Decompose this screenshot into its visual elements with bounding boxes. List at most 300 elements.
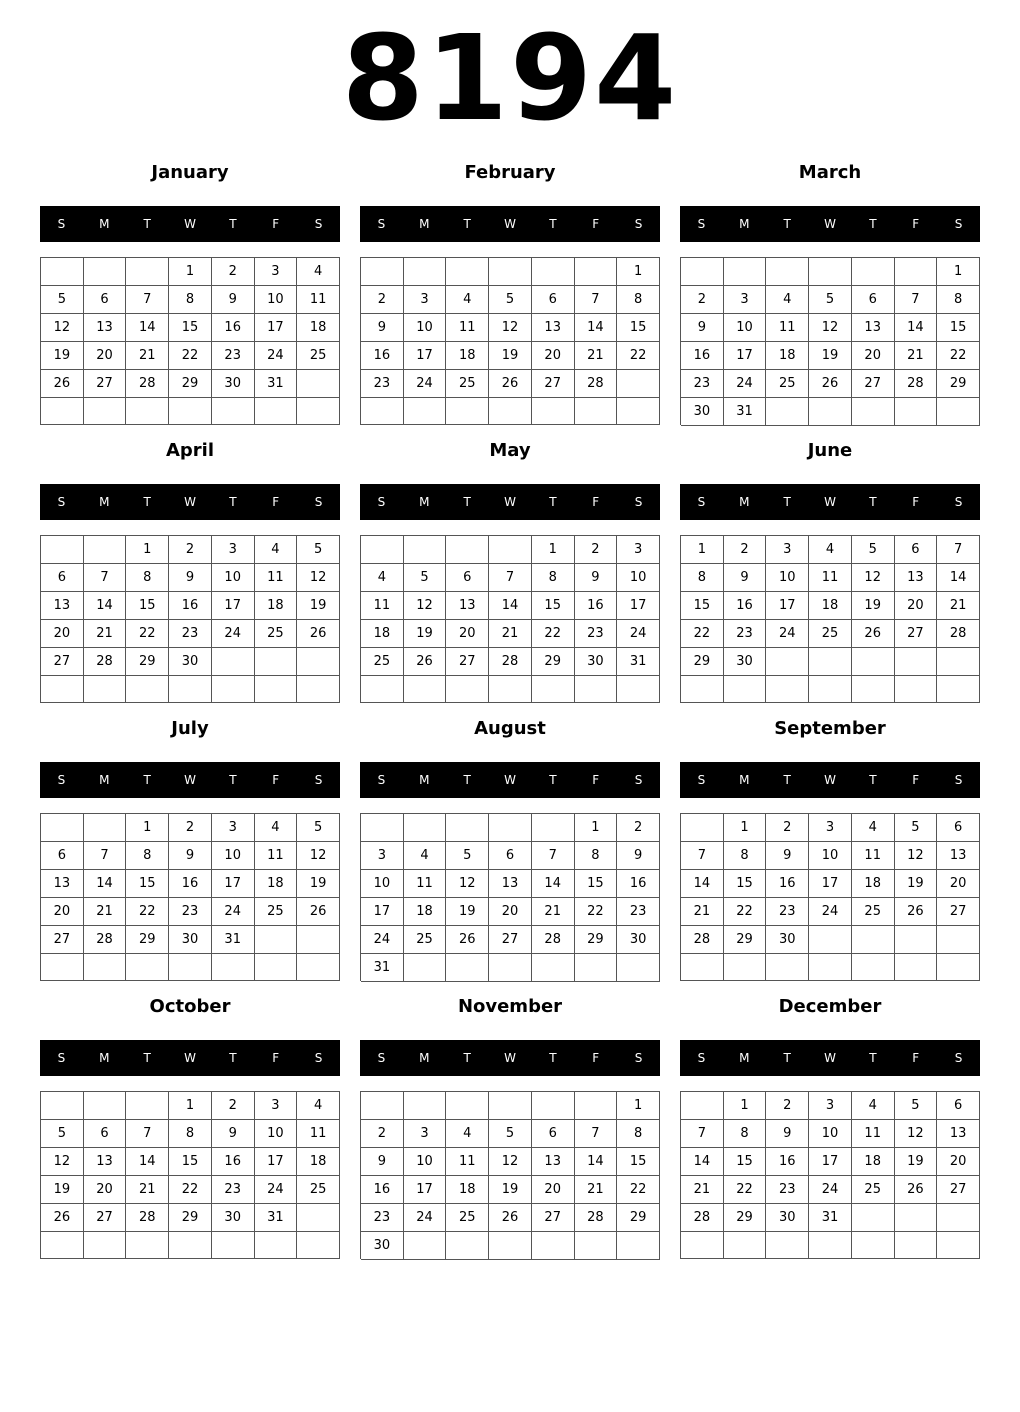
day-cell: 20: [532, 1176, 575, 1204]
day-cell: 18: [361, 620, 404, 648]
day-cell: 1: [724, 1092, 767, 1120]
day-cell: 15: [617, 314, 660, 342]
day-cell: 4: [297, 1092, 340, 1120]
day-cell: 3: [361, 842, 404, 870]
day-cell: 19: [446, 898, 489, 926]
weekday-header: [40, 1040, 340, 1076]
day-cell: 17: [212, 592, 255, 620]
empty-cell: [446, 1232, 489, 1260]
day-cell: 3: [212, 814, 255, 842]
day-cell: 18: [255, 592, 298, 620]
day-cell: 16: [169, 592, 212, 620]
weekday-label: S: [697, 773, 706, 787]
day-cell: 20: [41, 620, 84, 648]
empty-cell: [617, 398, 660, 425]
day-cell: 29: [724, 1204, 767, 1232]
day-cell: 12: [852, 564, 895, 592]
weekday-label: W: [824, 773, 836, 787]
empty-cell: [41, 1092, 84, 1120]
empty-cell: [84, 954, 127, 981]
empty-cell: [126, 398, 169, 425]
empty-cell: [766, 398, 809, 426]
day-cell: 2: [169, 536, 212, 564]
day-cell: 8: [724, 1120, 767, 1148]
day-cell: 13: [446, 592, 489, 620]
day-cell: 20: [532, 342, 575, 370]
day-cell: 2: [212, 258, 255, 286]
day-cell: 6: [852, 286, 895, 314]
empty-cell: [489, 258, 532, 286]
weekday-label: F: [272, 1051, 280, 1065]
day-cell: 25: [852, 1176, 895, 1204]
day-cell: 25: [404, 926, 447, 954]
day-cell: 29: [169, 1204, 212, 1232]
day-cell: 22: [169, 342, 212, 370]
day-cell: 20: [852, 342, 895, 370]
day-cell: 12: [297, 842, 340, 870]
day-cell: 12: [41, 1148, 84, 1176]
empty-cell: [446, 1092, 489, 1120]
day-cell: 15: [724, 1148, 767, 1176]
day-grid: [680, 535, 980, 703]
empty-cell: [809, 676, 852, 703]
day-cell: 16: [724, 592, 767, 620]
day-cell: 29: [126, 648, 169, 676]
day-cell: 14: [937, 564, 980, 592]
weekday-header: [360, 484, 660, 520]
day-cell: 18: [446, 1176, 489, 1204]
day-cell: 30: [724, 648, 767, 676]
day-cell: 27: [84, 1204, 127, 1232]
day-cell: 21: [937, 592, 980, 620]
weekday-label: F: [592, 495, 600, 509]
day-cell: 19: [895, 1148, 938, 1176]
day-cell: 15: [575, 870, 618, 898]
empty-cell: [446, 536, 489, 564]
day-grid: [360, 535, 660, 703]
weekday-label: T: [549, 217, 557, 231]
day-cell: 26: [809, 370, 852, 398]
day-grid: [40, 1091, 340, 1259]
weekday-label: T: [549, 773, 557, 787]
day-cell: 13: [489, 870, 532, 898]
weekday-label: T: [463, 495, 471, 509]
day-cell: 23: [681, 370, 724, 398]
empty-cell: [446, 258, 489, 286]
empty-cell: [297, 370, 340, 398]
day-cell: 25: [297, 342, 340, 370]
month-title: April: [165, 440, 215, 461]
empty-cell: [766, 1232, 809, 1259]
weekday-label: T: [463, 1051, 471, 1065]
weekday-label: T: [143, 773, 151, 787]
empty-cell: [895, 648, 938, 676]
day-cell: 1: [575, 814, 618, 842]
month-title: June: [807, 440, 853, 461]
empty-cell: [852, 1232, 895, 1259]
weekday-label: T: [143, 1051, 151, 1065]
day-cell: 2: [681, 286, 724, 314]
weekday-header: [40, 762, 340, 798]
day-cell: 20: [84, 1176, 127, 1204]
day-cell: 4: [446, 286, 489, 314]
day-cell: 8: [724, 842, 767, 870]
day-cell: 26: [404, 648, 447, 676]
day-cell: 5: [852, 536, 895, 564]
empty-cell: [895, 398, 938, 426]
day-cell: 14: [895, 314, 938, 342]
day-cell: 3: [617, 536, 660, 564]
weekday-label: W: [504, 495, 516, 509]
weekday-label: S: [57, 495, 66, 509]
empty-cell: [169, 1232, 212, 1259]
day-cell: 25: [852, 898, 895, 926]
day-cell: 21: [84, 620, 127, 648]
day-cell: 27: [532, 1204, 575, 1232]
day-cell: 16: [617, 870, 660, 898]
day-cell: 25: [446, 370, 489, 398]
empty-cell: [617, 370, 660, 398]
day-cell: 7: [489, 564, 532, 592]
day-cell: 11: [255, 842, 298, 870]
day-cell: 12: [895, 842, 938, 870]
day-cell: 28: [895, 370, 938, 398]
day-cell: 15: [169, 314, 212, 342]
empty-cell: [895, 926, 938, 954]
day-cell: 17: [809, 1148, 852, 1176]
empty-cell: [361, 398, 404, 425]
day-cell: 31: [255, 370, 298, 398]
year-title: 8194: [341, 9, 679, 147]
day-cell: 1: [126, 814, 169, 842]
day-cell: 29: [575, 926, 618, 954]
day-cell: 31: [255, 1204, 298, 1232]
day-cell: 4: [297, 258, 340, 286]
day-cell: 30: [766, 926, 809, 954]
day-cell: 20: [895, 592, 938, 620]
day-cell: 28: [84, 926, 127, 954]
weekday-label: T: [869, 495, 877, 509]
day-cell: 5: [489, 286, 532, 314]
day-cell: 22: [724, 1176, 767, 1204]
day-cell: 13: [532, 1148, 575, 1176]
weekday-label: S: [697, 1051, 706, 1065]
day-cell: 5: [895, 1092, 938, 1120]
empty-cell: [126, 954, 169, 981]
weekday-label: W: [824, 495, 836, 509]
day-cell: 7: [681, 842, 724, 870]
day-cell: 24: [809, 898, 852, 926]
day-cell: 22: [532, 620, 575, 648]
empty-cell: [809, 258, 852, 286]
day-cell: 21: [575, 1176, 618, 1204]
day-cell: 18: [809, 592, 852, 620]
weekday-label: F: [912, 773, 920, 787]
day-cell: 7: [895, 286, 938, 314]
empty-cell: [895, 258, 938, 286]
empty-cell: [895, 954, 938, 981]
day-cell: 29: [617, 1204, 660, 1232]
day-cell: 15: [724, 870, 767, 898]
day-cell: 14: [126, 1148, 169, 1176]
weekday-label: S: [697, 217, 706, 231]
empty-cell: [532, 954, 575, 982]
empty-cell: [212, 648, 255, 676]
day-cell: 15: [532, 592, 575, 620]
empty-cell: [681, 814, 724, 842]
empty-cell: [617, 1232, 660, 1260]
day-cell: 31: [724, 398, 767, 426]
empty-cell: [937, 676, 980, 703]
day-cell: 24: [361, 926, 404, 954]
day-cell: 22: [575, 898, 618, 926]
day-cell: 10: [404, 314, 447, 342]
day-cell: 9: [169, 842, 212, 870]
empty-cell: [212, 1232, 255, 1259]
empty-cell: [212, 398, 255, 425]
day-cell: 2: [361, 1120, 404, 1148]
weekday-label: W: [184, 217, 196, 231]
day-grid: [360, 1091, 660, 1259]
day-cell: 1: [617, 258, 660, 286]
empty-cell: [404, 398, 447, 425]
day-cell: 16: [681, 342, 724, 370]
day-cell: 28: [937, 620, 980, 648]
day-cell: 29: [724, 926, 767, 954]
day-cell: 5: [297, 536, 340, 564]
weekday-label: S: [954, 773, 963, 787]
day-cell: 13: [41, 592, 84, 620]
day-cell: 11: [446, 314, 489, 342]
month-title: October: [149, 996, 231, 1017]
day-cell: 10: [724, 314, 767, 342]
day-grid: [680, 257, 980, 425]
day-cell: 22: [724, 898, 767, 926]
weekday-header: [680, 762, 980, 798]
weekday-label: M: [99, 773, 110, 787]
day-cell: 10: [255, 1120, 298, 1148]
empty-cell: [41, 1232, 84, 1259]
day-cell: 16: [361, 342, 404, 370]
day-cell: 25: [297, 1176, 340, 1204]
day-cell: 9: [724, 564, 767, 592]
weekday-header: [360, 762, 660, 798]
day-cell: 29: [126, 926, 169, 954]
day-cell: 24: [617, 620, 660, 648]
day-grid: [680, 1091, 980, 1259]
weekday-label: W: [504, 217, 516, 231]
day-cell: 1: [681, 536, 724, 564]
day-cell: 8: [532, 564, 575, 592]
day-cell: 15: [169, 1148, 212, 1176]
day-cell: 20: [84, 342, 127, 370]
weekday-label: T: [229, 1051, 237, 1065]
empty-cell: [446, 398, 489, 425]
day-cell: 9: [212, 1120, 255, 1148]
day-cell: 16: [766, 1148, 809, 1176]
weekday-label: W: [184, 773, 196, 787]
empty-cell: [169, 398, 212, 425]
day-cell: 24: [404, 1204, 447, 1232]
weekday-label: M: [419, 1051, 430, 1065]
day-cell: 14: [489, 592, 532, 620]
day-cell: 24: [212, 898, 255, 926]
empty-cell: [255, 954, 298, 981]
weekday-label: M: [419, 773, 430, 787]
day-cell: 17: [255, 1148, 298, 1176]
weekday-label: T: [869, 217, 877, 231]
empty-cell: [895, 676, 938, 703]
day-grid: [360, 813, 660, 981]
weekday-label: S: [634, 495, 643, 509]
weekday-label: T: [783, 217, 791, 231]
empty-cell: [404, 954, 447, 982]
day-cell: 23: [617, 898, 660, 926]
weekday-label: M: [739, 1051, 750, 1065]
day-cell: 12: [809, 314, 852, 342]
empty-cell: [532, 258, 575, 286]
empty-cell: [681, 1232, 724, 1259]
weekday-label: F: [912, 217, 920, 231]
day-cell: 26: [41, 370, 84, 398]
day-cell: 30: [766, 1204, 809, 1232]
weekday-label: T: [549, 1051, 557, 1065]
empty-cell: [297, 954, 340, 981]
empty-cell: [809, 1232, 852, 1259]
empty-cell: [84, 1232, 127, 1259]
empty-cell: [937, 1232, 980, 1259]
day-cell: 18: [297, 314, 340, 342]
weekday-label: F: [272, 773, 280, 787]
day-cell: 5: [404, 564, 447, 592]
day-cell: 7: [937, 536, 980, 564]
weekday-header: [40, 484, 340, 520]
day-cell: 6: [41, 564, 84, 592]
weekday-header: [680, 206, 980, 242]
empty-cell: [852, 676, 895, 703]
empty-cell: [532, 676, 575, 703]
weekday-label: F: [592, 1051, 600, 1065]
day-cell: 8: [681, 564, 724, 592]
day-cell: 4: [361, 564, 404, 592]
day-cell: 17: [617, 592, 660, 620]
empty-cell: [446, 814, 489, 842]
day-cell: 11: [852, 842, 895, 870]
weekday-label: F: [272, 217, 280, 231]
weekday-label: S: [377, 1051, 386, 1065]
empty-cell: [297, 1204, 340, 1232]
weekday-label: M: [99, 217, 110, 231]
day-cell: 17: [766, 592, 809, 620]
day-cell: 26: [297, 898, 340, 926]
day-cell: 23: [766, 898, 809, 926]
day-cell: 30: [361, 1232, 404, 1260]
weekday-label: T: [463, 773, 471, 787]
day-cell: 11: [404, 870, 447, 898]
weekday-label: W: [824, 217, 836, 231]
day-cell: 25: [255, 898, 298, 926]
day-cell: 6: [41, 842, 84, 870]
empty-cell: [126, 258, 169, 286]
day-cell: 11: [446, 1148, 489, 1176]
day-cell: 17: [361, 898, 404, 926]
day-cell: 1: [617, 1092, 660, 1120]
day-cell: 30: [617, 926, 660, 954]
day-cell: 18: [852, 870, 895, 898]
day-cell: 5: [41, 286, 84, 314]
day-cell: 3: [212, 536, 255, 564]
weekday-header: [360, 206, 660, 242]
weekday-label: S: [57, 773, 66, 787]
empty-cell: [489, 1232, 532, 1260]
empty-cell: [532, 814, 575, 842]
day-cell: 30: [681, 398, 724, 426]
empty-cell: [575, 1092, 618, 1120]
day-cell: 10: [255, 286, 298, 314]
weekday-label: T: [783, 1051, 791, 1065]
day-cell: 20: [41, 898, 84, 926]
day-cell: 19: [404, 620, 447, 648]
day-cell: 15: [681, 592, 724, 620]
day-cell: 10: [361, 870, 404, 898]
empty-cell: [404, 536, 447, 564]
day-cell: 12: [446, 870, 489, 898]
month-title: September: [774, 718, 886, 739]
day-cell: 20: [937, 870, 980, 898]
empty-cell: [255, 1232, 298, 1259]
day-cell: 10: [212, 564, 255, 592]
day-cell: 23: [212, 1176, 255, 1204]
day-cell: 29: [937, 370, 980, 398]
day-cell: 21: [126, 342, 169, 370]
empty-cell: [489, 954, 532, 982]
empty-cell: [809, 954, 852, 981]
empty-cell: [361, 536, 404, 564]
day-cell: 4: [404, 842, 447, 870]
weekday-label: S: [57, 1051, 66, 1065]
day-cell: 3: [724, 286, 767, 314]
day-cell: 27: [41, 648, 84, 676]
day-cell: 12: [489, 314, 532, 342]
weekday-label: F: [912, 1051, 920, 1065]
weekday-header: [360, 1040, 660, 1076]
day-cell: 22: [617, 342, 660, 370]
day-cell: 10: [212, 842, 255, 870]
empty-cell: [41, 258, 84, 286]
day-cell: 30: [212, 370, 255, 398]
empty-cell: [809, 648, 852, 676]
day-cell: 6: [446, 564, 489, 592]
day-cell: 22: [126, 898, 169, 926]
empty-cell: [532, 398, 575, 425]
day-cell: 6: [489, 842, 532, 870]
day-cell: 16: [212, 1148, 255, 1176]
day-cell: 9: [361, 314, 404, 342]
weekday-label: W: [504, 1051, 516, 1065]
day-cell: 11: [297, 1120, 340, 1148]
empty-cell: [84, 536, 127, 564]
day-cell: 15: [126, 870, 169, 898]
day-cell: 26: [895, 1176, 938, 1204]
day-cell: 7: [575, 286, 618, 314]
day-cell: 3: [255, 1092, 298, 1120]
day-cell: 8: [937, 286, 980, 314]
day-cell: 23: [361, 370, 404, 398]
empty-cell: [681, 676, 724, 703]
empty-cell: [41, 536, 84, 564]
empty-cell: [255, 926, 298, 954]
empty-cell: [681, 954, 724, 981]
